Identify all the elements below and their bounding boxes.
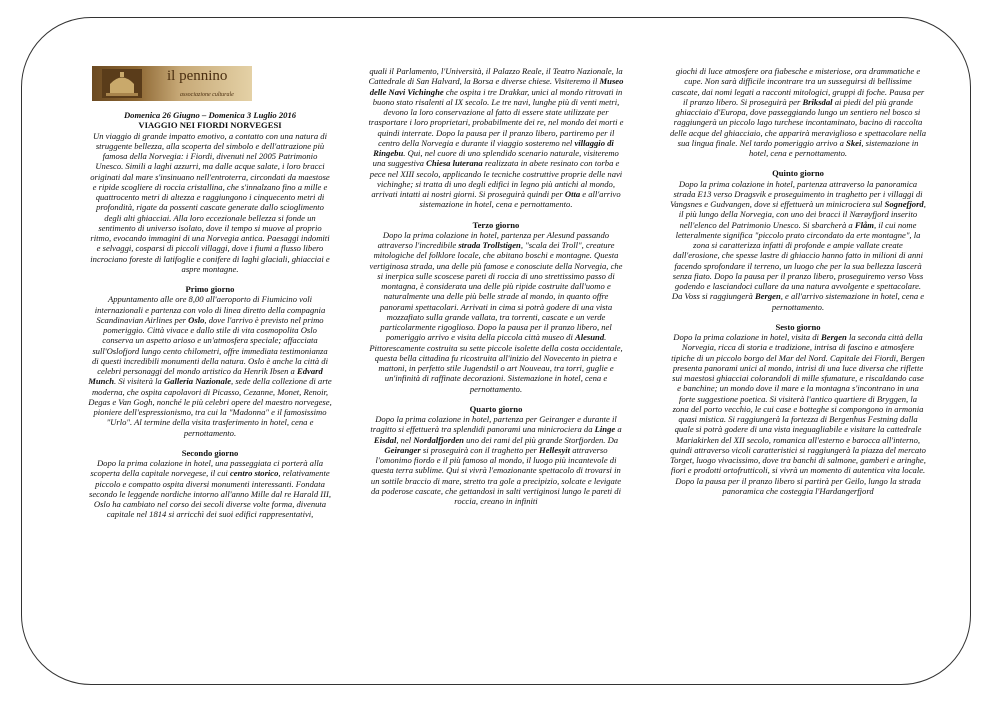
- day6-title: Sesto giorno: [775, 321, 821, 332]
- cathedral-dome-icon: [102, 69, 142, 98]
- day2-text-part1: Dopo la prima colazione in hotel, una passeggiata ci porterà alla scoperta della capitale norvegese, il cui centro storico, relativamente piccolo e compatto ospita diversi monumenti interessanti. Fondata secondo le leggende nordiche intorno all'anno Mille dal re Harald III, Oslo ha cambiato nel corso dei secoli diverse volte forma, divenuta capitale nel 1814 si arricchì dei suoi edifici rappresentativi,: [88, 458, 332, 520]
- day3-text: Dopo la prima colazione in hotel, partenza per Alesund passando attraverso l'incredibile strada Trollstigen, "scala dei Troll", creature mitologiche del folklore locale, che abitano boschi e montagne. Questa vertiginosa strada, una delle più famose e conosciute della Norvegia, che si inerpica sulle scoscese pareti di roccia di uno strettissimo passo di montagna, è considerata una delle più ripide costruite dall'uomo e naturalmente una delle più belle strade al mondo, in quanto offre panorami spettacolari. Arrivati in cima si potrà godere di una vista mozzafiato sulla grande vallata, tra torrenti, cascate e un verde particolarmente rigoglioso. Dopo la pausa per il pranzo libero, nel pomeriggio arrivo e visita della piccola città museo di Alesund. Pittorescamente costruita su sette piccole isolette della costa occidentale, questa bella cittadina fu ricostruita all'inizio del Novecento in pietra e mattoni, in perfetto stile Jugendstil o art Nouveau, tra torri, guglie e un'infinità di raffinate decorazioni. Sistemazione in hotel, cena e pernottamento.: [369, 229, 623, 394]
- column-1: [88, 66, 332, 520]
- day3-title: Terzo giorno: [472, 219, 520, 230]
- day4-text-part1: Dopo la prima colazione in hotel, partenza per Geiranger e durante il tragitto si effettuerà tra splendidi panorami una minicrociera da Linge a Eisdal, nel Nordalfjorden uno dei rami del più grande Storfjorden. Da Geiranger si proseguirà con il traghetto per Hellesyit attraverso l'omonimo fiordo e il più famoso al mondo, il luogo più incantevole di questa terra sublime. Qui si vivrà l'emozionante spettacolo di trovarsi in un sottile braccio di mare, stretto tra gole a precipizio, solcate e levigate da poderose cascate, che gettandosi in salti vertiginosi lungo le pareti di roccia, creano in infiniti: [370, 414, 622, 506]
- day5-title: Quinto giorno: [772, 168, 824, 179]
- logo-subtitle: associazione culturale: [180, 92, 234, 98]
- day1-text: Appuntamento alle ore 8,00 all'aeroporto di Fiumicino voli internazionali e partenza con volo di linea diretto della compagnia Scandinavian Airlines per Oslo, dove l'arrivo è previsto nel primo pomeriggio. Città vivace e dallo stile di vita cosmopolita Oslo conserva un aspetto arioso e un'atmosfera speciale; affacciata sull'Oslofjord lungo cento chilometri, offre immediata testimonianza di questi incredibili monumenti della natura. Oslo è anche la città di celebri personaggi del mondo artistico da Henrik Ibsen a Edvard Munch. Si visiterà la Galleria Nazionale, sede della collezione di arte moderna, che ospita capolavori di Picasso, Cezanne, Monet, Renoir, Degas e Van Gogh, nonché le più celebri opere del maestro norvegese, pioniere dell'espressionismo, tra cui la "Madonna" e il famosissimo "Urlo". Al termine della visita trasferimento in hotel, cena e pernottamento.: [88, 294, 332, 438]
- day4-title: Quarto giorno: [469, 403, 523, 414]
- column-2: [366, 66, 626, 506]
- day4-text-part2: giochi di luce atmosfere ora fiabesche e misteriose, ora drammatiche e cupe. Non sarà difficile incontrare tra un susseguirsi di bellissime cascate, dai nomi legati a racconti mitologici, gruppi di foche. Pausa per il pranzo libero. Si proseguirà per Briksdal ai piedi del più grande ghiacciaio d'Europa, dove passeggiando lungo un sentiero nel bosco si raggiungerà un piccolo lago turchese incontaminato, bacino di raccolta delle acque del ghiacciaio, che apparirà meraviglioso e spettacolare nella sua lingua finale. Nel tardo pomeriggio arrivo a Skei, sistemazione in hotel, cena e pernottamento.: [670, 66, 926, 158]
- day5-text: Dopo la prima colazione in hotel, partenza attraverso la panoramica strada E13 verso Dragsvik e proseguimento in traghetto per i villaggi di Vangsnes e Gudvangen, dove si effettuerà un minicrociera sul Sognefjord, il più lungo della Norvegia, con uno dei bracci il Nærøyfjord inserito nell'elenco del Patrimonio Unesco. Si sbarcherà a Flåm, il cui nome letteralmente significa "piccolo prato circondato da erte montagne", la zona si caratterizza infatti di profonde e ampie vallate create dall'erosione, che spesse lastre di ghiaccio hanno fatto in milioni di anni facendo sprofondare il terreno, un luogo che per la sua bellezza lascerà senza fiato. Dopo la pausa per il pranzo libero, proseguiremo verso Voss godendo e lasciandoci cullare da una natura avvolgente e spettacolare. Da Voss si raggiungerà Bergen, e all'arrivo sistemazione in hotel, cena e pernottamento.: [670, 178, 926, 312]
- intro-paragraph: Un viaggio di grande impatto emotivo, a contatto con una natura di struggente bellezza, alla scoperta del simbolo e dell'attrazione più famosa della Norvegia: i Fiordi, divenuti nel 2005 Patrimonio Unesco. Simili a laghi azzurri, ma dalle acque salate, i loro bracci originati dal mare s'insinuano nell'entroterra, circondati da maestose e ripide scogliere di roccia cristallina, che s'innalzano fino a mille e quattrocento metri di altezza e raggiungono i cinquecento metri di profondità, rigate da possenti cascate generate dallo scioglimento degli alti ghiacciai. Alla loro eccezionale bellezza si fonde un sentimento di universo isolato, dove il tempo si muove al proprio ritmo, evocando immagini di una Norvegia antica. Paesaggi indomiti e selvaggi, cosparsi di piccoli villaggi, dove i fiumi a flusso libero incrociano foreste di latifoglie e conifere di laghi glaciali, ghiacciai e aspre montagne.: [90, 130, 330, 274]
- trip-title: VIAGGIO NEI FIORDI NORVEGESI: [138, 120, 282, 131]
- il-pennino-logo: [92, 66, 252, 101]
- day1-title: Primo giorno: [185, 284, 235, 294]
- day2-text-part2: quali il Parlamento, l'Università, il Palazzo Reale, il Teatro Nazionale, la Cattedrale di San Halvard, la Borsa e diverse chiese. Visiteremo il Museo delle Navi Vichinghe che ospita i tre Drakkar, unici al mondo ritrovati in buono stato risalenti al IX secolo. Le tre navi, lunghe più di venti metri, devono la loro conservazione al fatto di essere state utilizzate per trasportare i loro proprietari, probabilmente dei re, nel mondo dei morti e quindi interrate. Dopo la pausa per il pranzo libero, partiremo per il centro della Norvegia e durante il viaggio sosteremo nel villaggio di Ringebu. Qui, nel cuore di uno splendido scenario naturale, visiteremo una suggestiva Chiesa luterana realizzata in abete resinato con torba e pece nel XIII secolo, applicando le tecniche costruttive proprie delle navi vichinghe; si tratta di uno degli edifici in legno più antichi al mondo, arrivati intatti ai nostri giorni. Si proseguirà quindi per Otta e all'arrivo sistemazione in hotel, cena e pernottamento.: [368, 66, 624, 210]
- day2-title: Secondo giorno: [181, 447, 239, 458]
- column-3: [670, 66, 926, 496]
- logo-brand: il pennino: [167, 68, 228, 84]
- day6-text: Dopo la prima colazione in hotel, visita di Bergen la seconda città della Norvegia, ricca di storia e tradizione, intrisa di fascino e atmosfere tipiche di un piccolo borgo del Mar del Nord. Capitale dei Fiordi, Bergen presenta panorami unici al mondo, intrisi di una luce diversa che riflette sui maestosi ghiacciai colorandoli di mille sfumature, e riscaldando case e banchine; un mondo dove il mare e la montagna s'incontrano in una forte suggestione poetica. Si visiterà l'antico quartiere di Bryggen, la zona del porto vecchio, le cui case e botteghe si compongono in armonia quasi mistica. Si raggiungerà la fortezza di Bergenhus Festning dalla quale si potrà godere di una vista ineguagliabile e visitare la cattedrale Mariakirken del XII secolo, romanica all'esterno e barocca all'interno, quindi attraverso vicoli caratteristici si raggiungerà la piazza del mercato Torget, luogo vivacissimo, dove tra banchi di salmone, gamberi e aringhe, fiori e prodotti ortofrutticoli, si vivrà un momento di autentica vita locale. Dopo la pausa per il pranzo libero si partirà per Geilo, lungo la strada panoramica che costeggia l'Hardangerfjord: [670, 332, 926, 496]
- trip-dates: Domenica 26 Giugno – Domenica 3 Luglio 2016: [123, 110, 297, 120]
